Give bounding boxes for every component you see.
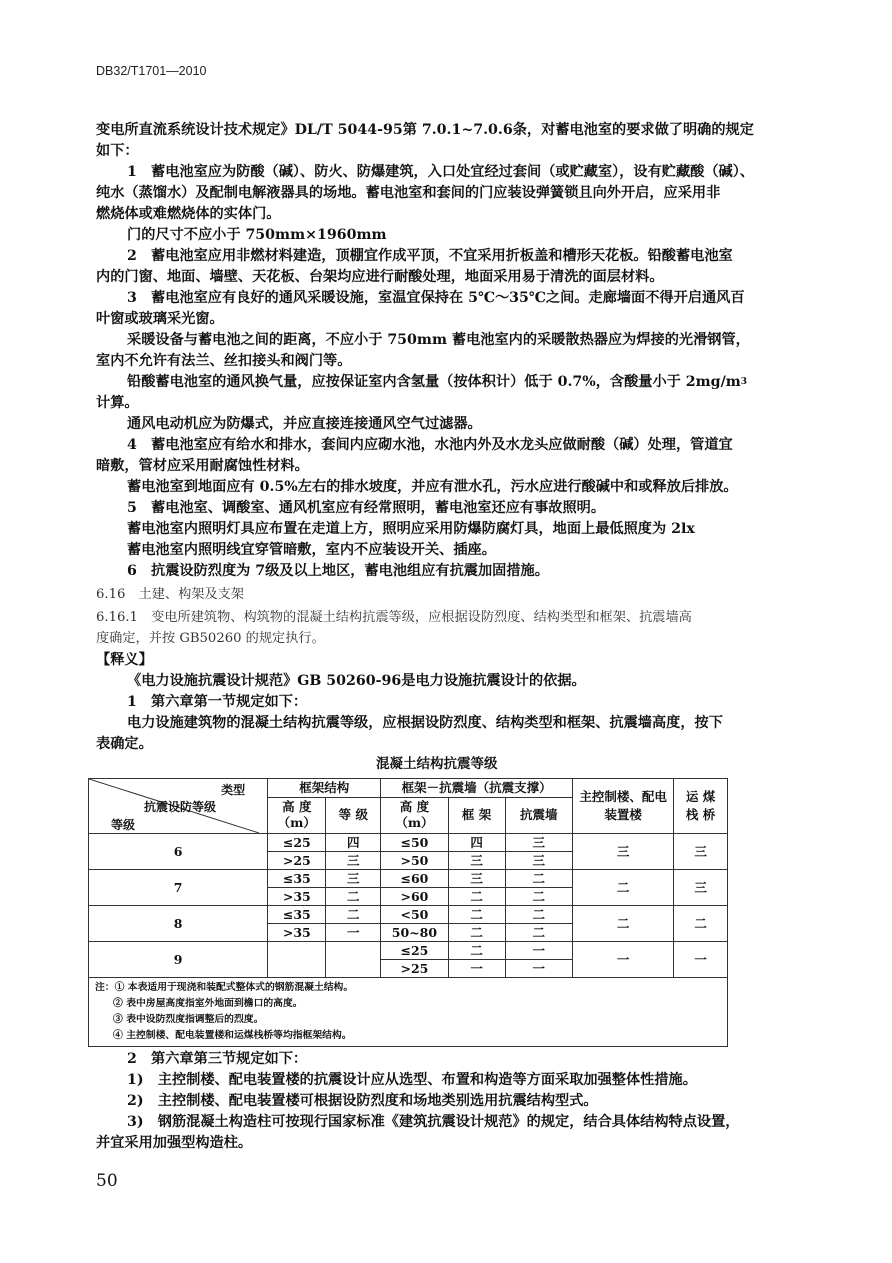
cell: 三 — [448, 870, 505, 888]
cell: 二 — [674, 906, 728, 942]
table-title: 混凝土结构抗震等级 — [376, 756, 498, 772]
level-cell: 7 — [89, 870, 268, 906]
subheader-frame: 框 架 — [448, 797, 505, 833]
cell: 二 — [448, 888, 505, 906]
paragraph: 门的尺寸不应小于 750mm×1960mm — [127, 227, 387, 243]
cell: 50~80 — [381, 924, 448, 942]
paragraph: 室内不允许有法兰、丝扣接头和阀门等。 — [96, 353, 352, 369]
cell: 三 — [505, 834, 572, 852]
paragraph-text: 铅酸蓄电池室的通风换气量，应按保证室内含氢量（按体积计）低于 0.7%，含酸量小于 2mg/m — [127, 374, 741, 390]
paragraph: 表确定。 — [96, 736, 153, 752]
paragraph: 变电所直流系统设计技术规定》DL/T 5044-95第 7.0.1~7.0.6条，对蓄电池室的要求做了明确的规定 — [96, 122, 754, 138]
paragraph: 2 蓄电池室应用非燃材料建造，顶棚宜作成平顶，不宜采用折板盖和槽形天花板。铅酸蓄电池室 — [127, 248, 733, 264]
header-coal-bridge: 运 煤 栈 桥 — [674, 779, 728, 834]
cell: >35 — [268, 924, 326, 942]
cell: 三 — [505, 852, 572, 870]
clause-text: 6.16.1 变电所建筑物、构筑物的混凝土结构抗震等级，应根据设防烈度、结构类型和框架、抗震墙高 — [96, 610, 692, 625]
cell: <50 — [381, 906, 448, 924]
empty-cell — [268, 942, 326, 978]
cell: 三 — [573, 834, 674, 870]
paragraph: 燃烧体或难燃烧体的实体门。 — [96, 206, 281, 222]
paragraph: 2 第六章第三节规定如下： — [127, 1051, 308, 1067]
cell: 二 — [573, 870, 674, 906]
clause-text: 度确定，并按 GB50260 的规定执行。 — [96, 631, 325, 646]
table-notes — [89, 978, 728, 1047]
level-cell: 8 — [89, 906, 268, 942]
paragraph: 纯水（蒸馏水）及配制电解液器具的场地。蓄电池室和套间的门应装设弹簧锁且向外开启，应采用非 — [96, 185, 721, 201]
seismic-grade-table — [88, 778, 728, 1047]
header-frame-wall: 框架－抗震墙（抗震支撑） — [381, 779, 573, 798]
note-line: ④ 主控制楼、配电装置楼和运煤栈桥等均指框架结构。 — [113, 1030, 352, 1041]
page-number: 50 — [96, 1171, 118, 1191]
cell: 三 — [326, 852, 381, 870]
cell: 一 — [505, 960, 572, 978]
table-row — [89, 942, 728, 960]
cell: 四 — [448, 834, 505, 852]
paragraph: 1 蓄电池室应为防酸（碱）、防火、防爆建筑，入口处宜经过套间（或贮藏室），设有贮藏酸（碱）、 — [127, 164, 755, 180]
paragraph: 采暖设备与蓄电池之间的距离，不应小于 750mm 蓄电池室内的采暖散热器应为焊接的光滑钢管， — [127, 332, 750, 348]
empty-cell — [326, 942, 381, 978]
cell: ≤25 — [268, 834, 326, 852]
paragraph: 内的门窗、地面、墙壁、天花板、台架均应进行耐酸处理，地面采用易于清洗的面层材料。 — [96, 269, 664, 285]
paragraph: 《电力设施抗震设计规范》GB 50260-96是电力设施抗震设计的依据。 — [127, 673, 586, 689]
level-cell: 9 — [89, 942, 268, 978]
cell: 二 — [505, 888, 572, 906]
paragraph: 1 第六章第一节规定如下： — [127, 694, 308, 710]
cell: >50 — [381, 852, 448, 870]
cell: 三 — [326, 870, 381, 888]
cell: 二 — [448, 924, 505, 942]
paragraph: 1) 主控制楼、配电装置楼的抗震设计应从选型、布置和构造等方面采取加强整体性措施。 — [127, 1072, 697, 1088]
subheader-height: 高 度（m） — [381, 797, 448, 833]
subheader-grade: 等 级 — [326, 797, 381, 833]
explanation-heading: 【释义】 — [96, 652, 153, 668]
table-notes-row — [89, 978, 728, 1047]
cell: 三 — [674, 870, 728, 906]
cell: 二 — [448, 906, 505, 924]
paragraph: 并宜采用加强型构造柱。 — [96, 1135, 253, 1151]
paragraph: 计算。 — [96, 395, 139, 411]
paragraph: 蓄电池室到地面应有 0.5%左右的排水坡度，并应有泄水孔，污水应进行酸碱中和或释放后排放。 — [127, 479, 738, 495]
note-line: 注：① 本表适用于现浇和装配式整体式的钢筋混凝土结构。 — [95, 982, 354, 993]
level-cell: 6 — [89, 834, 268, 870]
table-row — [89, 834, 728, 852]
diag-label-grade: 等级 — [111, 818, 136, 832]
cell: 二 — [505, 924, 572, 942]
table-row — [89, 870, 728, 888]
paragraph: 叶窗或玻璃采光窗。 — [96, 311, 224, 327]
cell: ≤60 — [381, 870, 448, 888]
paragraph: 2) 主控制楼、配电装置楼可根据设防烈度和场地类别选用抗震结构型式。 — [127, 1093, 598, 1109]
cell: 一 — [573, 942, 674, 978]
paragraph: 6 抗震设防烈度为 7级及以上地区，蓄电池组应有抗震加固措施。 — [127, 563, 549, 579]
paragraph: 蓄电池室内照明灯具应布置在走道上方，照明应采用防爆防腐灯具，地面上最低照度为 2lx — [127, 521, 695, 537]
cell: ≤35 — [268, 870, 326, 888]
diagonal-header-cell — [89, 779, 268, 834]
paragraph: 3 蓄电池室应有良好的通风采暖设施，室温宜保持在 5℃～35℃之间。走廊墙面不得开启通风百 — [127, 290, 745, 306]
paragraph: 5 蓄电池室、调酸室、通风机室应有经常照明，蓄电池室还应有事故照明。 — [127, 500, 606, 516]
table-row — [89, 906, 728, 924]
cell: ≤35 — [268, 906, 326, 924]
document-code: DB32/T1701—2010 — [96, 64, 207, 78]
cell: 三 — [448, 852, 505, 870]
cell: 二 — [505, 870, 572, 888]
subheader-height: 高 度（m） — [268, 797, 326, 833]
diag-label-type: 类型 — [221, 783, 246, 797]
cell: 一 — [674, 942, 728, 978]
cell: 二 — [573, 906, 674, 942]
paragraph: 3) 钢筋混凝土构造柱可按现行国家标准《建筑抗震设计规范》的规定，结合具体结构特点设置， — [127, 1114, 740, 1130]
superscript: 3 — [740, 377, 748, 387]
cell: 三 — [674, 834, 728, 870]
cell: 二 — [448, 942, 505, 960]
cell: ≤50 — [381, 834, 448, 852]
cell: 一 — [505, 942, 572, 960]
cell: 一 — [326, 924, 381, 942]
cell: >25 — [381, 960, 448, 978]
note-line: ② 表中房屋高度指室外地面到檐口的高度。 — [113, 998, 303, 1009]
cell: 一 — [448, 960, 505, 978]
cell: >35 — [268, 888, 326, 906]
paragraph — [127, 372, 801, 393]
paragraph: 暗敷，管材应采用耐腐蚀性材料。 — [96, 458, 309, 474]
paragraph: 4 蓄电池室应有给水和排水，套间内应砌水池，水池内外及水龙头应做耐酸（碱）处理，管道宜 — [127, 437, 733, 453]
subheader-wall: 抗震墙 — [505, 797, 572, 833]
cell: 二 — [326, 888, 381, 906]
cell: >25 — [268, 852, 326, 870]
cell: >60 — [381, 888, 448, 906]
section-heading: 6.16 土建、构架及支架 — [96, 587, 245, 602]
table-header-row — [89, 779, 728, 798]
paragraph: 如下： — [96, 143, 139, 159]
paragraph: 通风电动机应为防爆式，并应直接连接通风空气过滤器。 — [127, 416, 482, 432]
header-main-building: 主控制楼、配电装置楼 — [573, 779, 674, 834]
cell: 二 — [505, 906, 572, 924]
paragraph: 电力设施建筑物的混凝土结构抗震等级，应根据设防烈度、结构类型和框架、抗震墙高度，按下 — [127, 715, 723, 731]
cell: 二 — [326, 906, 381, 924]
header-frame: 框架结构 — [268, 779, 381, 798]
paragraph: 蓄电池室内照明线宜穿管暗敷，室内不应装设开关、插座。 — [127, 542, 496, 558]
cell: 四 — [326, 834, 381, 852]
cell: ≤25 — [381, 942, 448, 960]
note-line: ③ 表中设防烈度指调整后的烈度。 — [113, 1014, 264, 1025]
diag-label-level: 抗震设防等级 — [144, 800, 217, 814]
